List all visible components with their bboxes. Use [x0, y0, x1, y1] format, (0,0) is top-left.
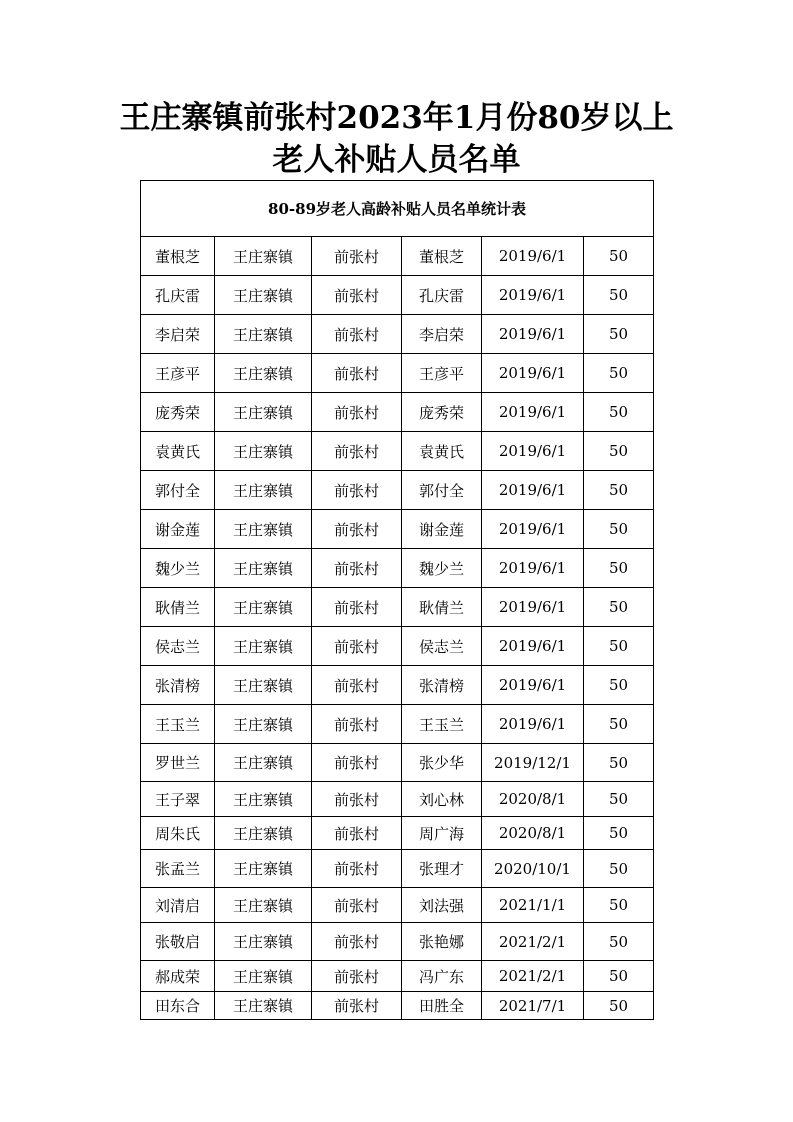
start-date-cell: 2019/6/1 [482, 510, 584, 549]
start-date-cell: 2019/6/1 [482, 237, 584, 276]
village-cell: 前张村 [312, 510, 402, 549]
subsidy-amount-cell: 50 [584, 817, 654, 850]
payee-name-cell: 袁黄氏 [402, 432, 482, 471]
table-row [141, 888, 654, 923]
village-cell: 前张村 [312, 961, 402, 992]
elder-name-cell: 孔庆雷 [141, 276, 215, 315]
subsidy-amount-cell: 50 [584, 782, 654, 817]
start-date-cell: 2019/6/1 [482, 276, 584, 315]
table-row [141, 549, 654, 588]
elder-name-cell: 王玉兰 [141, 705, 215, 744]
elder-name-cell: 袁黄氏 [141, 432, 215, 471]
elder-name-cell: 谢金莲 [141, 510, 215, 549]
village-cell: 前张村 [312, 666, 402, 705]
town-cell: 王庄寨镇 [215, 432, 312, 471]
village-cell: 前张村 [312, 992, 402, 1020]
elder-name-cell: 王子翠 [141, 782, 215, 817]
table-row [141, 992, 654, 1020]
elder-name-cell: 张敬启 [141, 923, 215, 961]
payee-name-cell: 郭付全 [402, 471, 482, 510]
town-cell: 王庄寨镇 [215, 817, 312, 850]
subsidy-amount-cell: 50 [584, 850, 654, 888]
village-cell: 前张村 [312, 276, 402, 315]
town-cell: 王庄寨镇 [215, 992, 312, 1020]
subsidy-amount-cell: 50 [584, 315, 654, 354]
town-cell: 王庄寨镇 [215, 315, 312, 354]
village-cell: 前张村 [312, 432, 402, 471]
subsidy-amount-cell: 50 [584, 588, 654, 627]
town-cell: 王庄寨镇 [215, 276, 312, 315]
town-cell: 王庄寨镇 [215, 471, 312, 510]
table-row [141, 237, 654, 276]
elder-name-cell: 张孟兰 [141, 850, 215, 888]
elder-name-cell: 罗世兰 [141, 744, 215, 782]
start-date-cell: 2021/1/1 [482, 888, 584, 923]
town-cell: 王庄寨镇 [215, 393, 312, 432]
subsidy-amount-cell: 50 [584, 992, 654, 1020]
village-cell: 前张村 [312, 782, 402, 817]
start-date-cell: 2020/8/1 [482, 782, 584, 817]
town-cell: 王庄寨镇 [215, 627, 312, 666]
elder-name-cell: 耿倩兰 [141, 588, 215, 627]
town-cell: 王庄寨镇 [215, 354, 312, 393]
subsidy-amount-cell: 50 [584, 237, 654, 276]
start-date-cell: 2020/10/1 [482, 850, 584, 888]
payee-name-cell: 耿倩兰 [402, 588, 482, 627]
table-row [141, 315, 654, 354]
payee-name-cell: 庞秀荣 [402, 393, 482, 432]
table-row [141, 961, 654, 992]
elder-name-cell: 魏少兰 [141, 549, 215, 588]
start-date-cell: 2021/7/1 [482, 992, 584, 1020]
village-cell: 前张村 [312, 923, 402, 961]
subsidy-amount-cell: 50 [584, 666, 654, 705]
town-cell: 王庄寨镇 [215, 510, 312, 549]
village-cell: 前张村 [312, 354, 402, 393]
payee-name-cell: 冯广东 [402, 961, 482, 992]
town-cell: 王庄寨镇 [215, 549, 312, 588]
town-cell: 王庄寨镇 [215, 850, 312, 888]
start-date-cell: 2019/6/1 [482, 549, 584, 588]
start-date-cell: 2019/6/1 [482, 627, 584, 666]
payee-name-cell: 魏少兰 [402, 549, 482, 588]
payee-name-cell: 田胜全 [402, 992, 482, 1020]
village-cell: 前张村 [312, 393, 402, 432]
start-date-cell: 2019/6/1 [482, 432, 584, 471]
village-cell: 前张村 [312, 471, 402, 510]
start-date-cell: 2021/2/1 [482, 961, 584, 992]
page-title-line-1: 王庄寨镇前张村2023年1月份80岁以上 [119, 100, 674, 136]
village-cell: 前张村 [312, 817, 402, 850]
subsidy-amount-cell: 50 [584, 627, 654, 666]
payee-name-cell: 张理才 [402, 850, 482, 888]
town-cell: 王庄寨镇 [215, 237, 312, 276]
payee-name-cell: 张艳娜 [402, 923, 482, 961]
table-row [141, 705, 654, 744]
payee-name-cell: 王彦平 [402, 354, 482, 393]
payee-name-cell: 王玉兰 [402, 705, 482, 744]
village-cell: 前张村 [312, 850, 402, 888]
start-date-cell: 2019/6/1 [482, 588, 584, 627]
subsidy-amount-cell: 50 [584, 549, 654, 588]
table-row [141, 510, 654, 549]
town-cell: 王庄寨镇 [215, 588, 312, 627]
table-caption-row [141, 181, 654, 237]
table-row [141, 393, 654, 432]
elder-name-cell: 张清榜 [141, 666, 215, 705]
elder-name-cell: 刘清启 [141, 888, 215, 923]
village-cell: 前张村 [312, 888, 402, 923]
elder-name-cell: 郝成荣 [141, 961, 215, 992]
table-row [141, 744, 654, 782]
town-cell: 王庄寨镇 [215, 782, 312, 817]
elder-name-cell: 侯志兰 [141, 627, 215, 666]
start-date-cell: 2019/6/1 [482, 315, 584, 354]
payee-name-cell: 董根芝 [402, 237, 482, 276]
subsidy-amount-cell: 50 [584, 961, 654, 992]
table-row [141, 432, 654, 471]
payee-name-cell: 周广海 [402, 817, 482, 850]
table-row [141, 850, 654, 888]
payee-name-cell: 孔庆雷 [402, 276, 482, 315]
village-cell: 前张村 [312, 588, 402, 627]
town-cell: 王庄寨镇 [215, 888, 312, 923]
payee-name-cell: 刘法强 [402, 888, 482, 923]
subsidy-amount-cell: 50 [584, 276, 654, 315]
start-date-cell: 2019/6/1 [482, 393, 584, 432]
elder-name-cell: 周朱氏 [141, 817, 215, 850]
table-row [141, 588, 654, 627]
subsidy-amount-cell: 50 [584, 510, 654, 549]
elder-name-cell: 庞秀荣 [141, 393, 215, 432]
subsidy-amount-cell: 50 [584, 432, 654, 471]
town-cell: 王庄寨镇 [215, 744, 312, 782]
table-row [141, 276, 654, 315]
subsidy-amount-cell: 50 [584, 744, 654, 782]
payee-name-cell: 谢金莲 [402, 510, 482, 549]
table-row [141, 627, 654, 666]
town-cell: 王庄寨镇 [215, 666, 312, 705]
elder-name-cell: 郭付全 [141, 471, 215, 510]
payee-name-cell: 李启荣 [402, 315, 482, 354]
subsidy-amount-cell: 50 [584, 705, 654, 744]
start-date-cell: 2019/6/1 [482, 666, 584, 705]
start-date-cell: 2019/6/1 [482, 705, 584, 744]
town-cell: 王庄寨镇 [215, 705, 312, 744]
town-cell: 王庄寨镇 [215, 923, 312, 961]
payee-name-cell: 张少华 [402, 744, 482, 782]
table-caption: 80-89岁老人高龄补贴人员名单统计表 [141, 181, 654, 237]
subsidy-amount-cell: 50 [584, 923, 654, 961]
start-date-cell: 2021/2/1 [482, 923, 584, 961]
start-date-cell: 2019/6/1 [482, 354, 584, 393]
payee-name-cell: 张清榜 [402, 666, 482, 705]
payee-name-cell: 刘心林 [402, 782, 482, 817]
elder-name-cell: 王彦平 [141, 354, 215, 393]
subsidy-amount-cell: 50 [584, 471, 654, 510]
village-cell: 前张村 [312, 315, 402, 354]
table-row [141, 782, 654, 817]
table-row [141, 923, 654, 961]
village-cell: 前张村 [312, 549, 402, 588]
start-date-cell: 2019/12/1 [482, 744, 584, 782]
table-row [141, 666, 654, 705]
village-cell: 前张村 [312, 705, 402, 744]
table-row [141, 354, 654, 393]
subsidy-amount-cell: 50 [584, 393, 654, 432]
page-title-line-2: 老人补贴人员名单 [272, 142, 521, 178]
elder-name-cell: 李启荣 [141, 315, 215, 354]
village-cell: 前张村 [312, 627, 402, 666]
subsidy-amount-cell: 50 [584, 888, 654, 923]
table-row [141, 817, 654, 850]
subsidy-amount-cell: 50 [584, 354, 654, 393]
start-date-cell: 2019/6/1 [482, 471, 584, 510]
town-cell: 王庄寨镇 [215, 961, 312, 992]
village-cell: 前张村 [312, 744, 402, 782]
elder-name-cell: 田东合 [141, 992, 215, 1020]
start-date-cell: 2020/8/1 [482, 817, 584, 850]
table-row [141, 471, 654, 510]
subsidy-roster-table [140, 180, 654, 1020]
village-cell: 前张村 [312, 237, 402, 276]
payee-name-cell: 侯志兰 [402, 627, 482, 666]
elder-name-cell: 董根芝 [141, 237, 215, 276]
